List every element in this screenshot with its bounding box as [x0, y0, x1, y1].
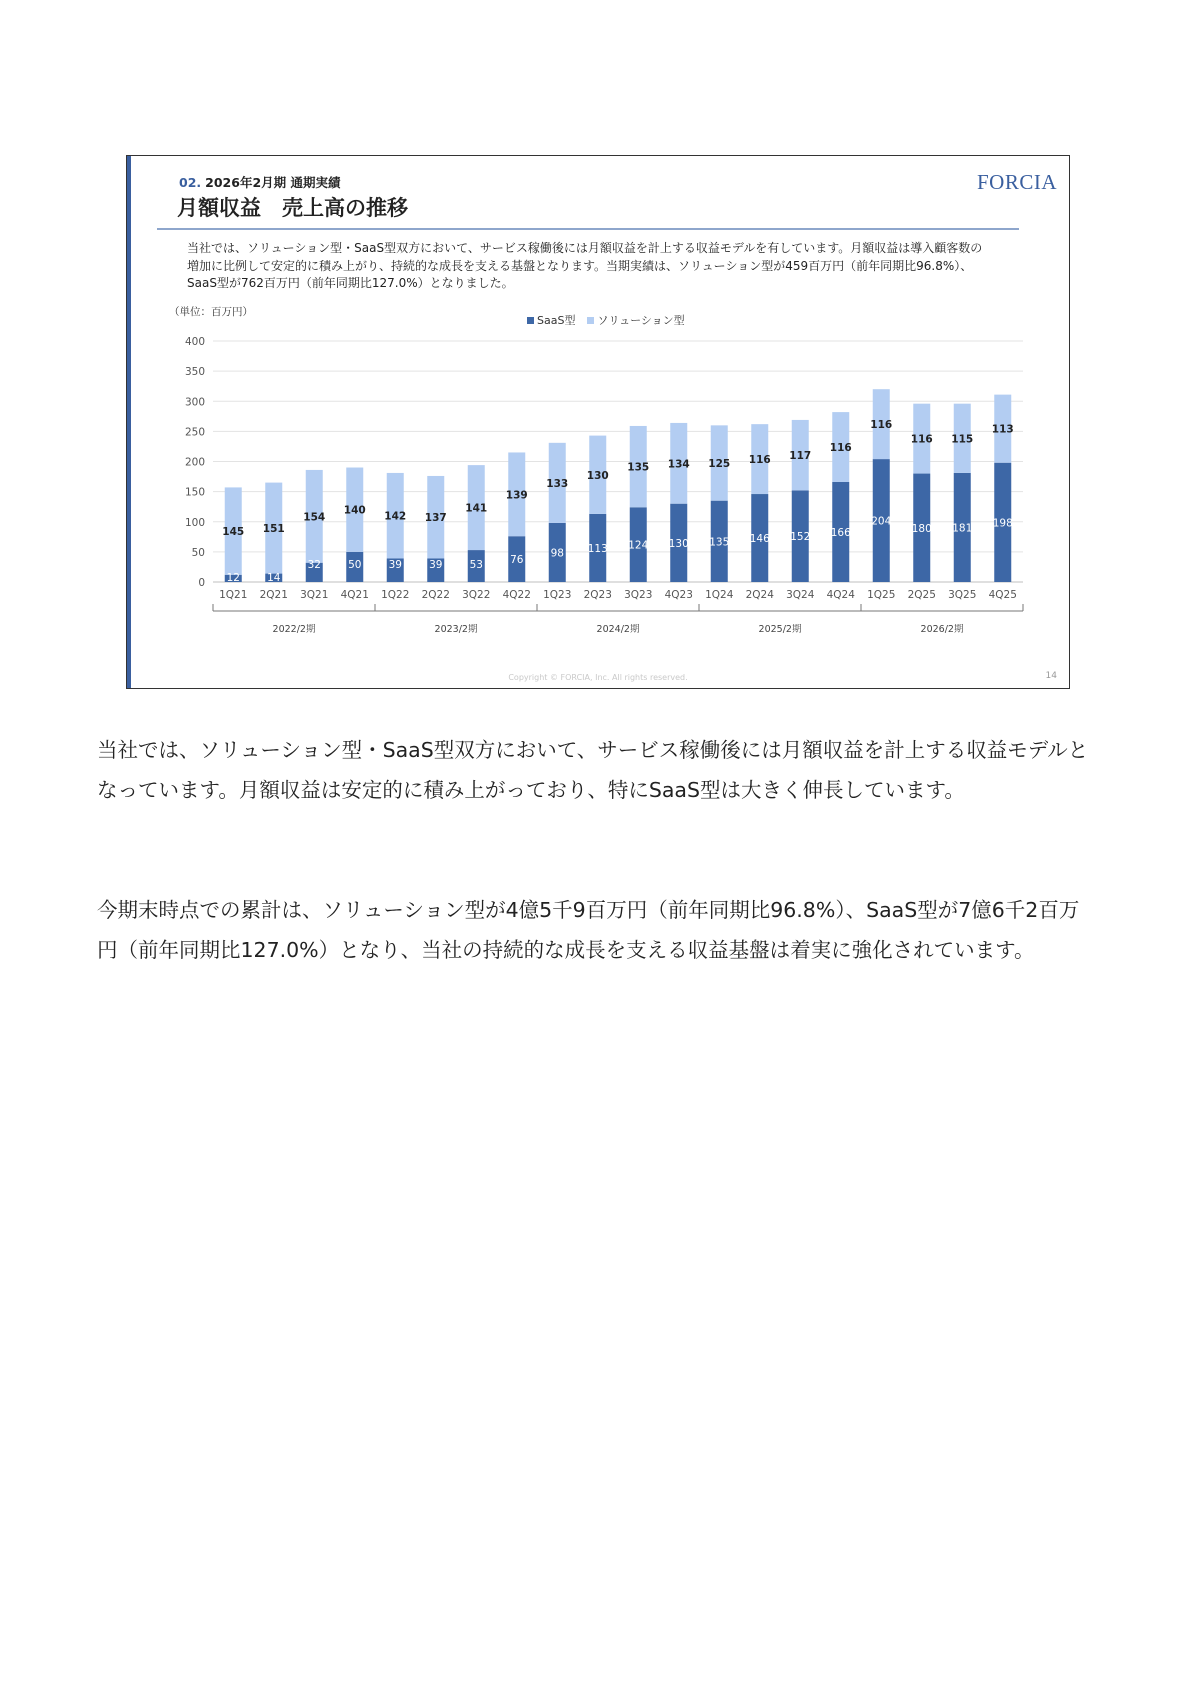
- y-tick-label: 400: [184, 336, 205, 348]
- data-label-saas: 146: [749, 533, 770, 546]
- x-tick-label: 2Q25: [907, 589, 936, 601]
- group-label: 2022/2期: [272, 624, 316, 635]
- x-tick-label: 4Q21: [340, 589, 369, 601]
- y-tick-label: 200: [184, 456, 205, 469]
- x-tick-label: 4Q24: [826, 589, 855, 601]
- data-label-solution: 113: [991, 423, 1014, 436]
- data-label-solution: 139: [505, 489, 528, 502]
- data-label-saas: 124: [628, 539, 649, 552]
- data-label-saas: 181: [952, 522, 973, 535]
- y-tick-label: 350: [184, 366, 205, 379]
- y-tick-label: 50: [191, 546, 205, 559]
- group-label: 2025/2期: [758, 624, 802, 635]
- x-tick-label: 4Q22: [502, 589, 531, 601]
- data-label-saas: 113: [587, 542, 608, 555]
- data-label-solution: 130: [586, 469, 609, 482]
- data-label-solution: 145: [222, 526, 245, 539]
- data-label-solution: 117: [789, 450, 812, 463]
- data-label-saas: 135: [709, 536, 730, 549]
- x-tick-label: 4Q23: [664, 589, 693, 601]
- slide-title: 月額収益 売上高の推移: [177, 196, 408, 220]
- group-label: 2024/2期: [596, 624, 640, 635]
- group-label: 2023/2期: [434, 624, 478, 635]
- data-label-saas: 14: [267, 572, 281, 584]
- y-tick-label: 250: [184, 426, 205, 439]
- data-label-saas: 166: [830, 526, 851, 539]
- x-tick-label: 3Q23: [624, 589, 653, 601]
- data-label-solution: 125: [708, 458, 731, 471]
- x-tick-label: 1Q22: [381, 589, 410, 601]
- unit-label: （単位：百万円）: [169, 306, 253, 318]
- stacked-bar-chart: [127, 156, 1068, 656]
- page-number: 14: [1045, 671, 1057, 681]
- body-paragraph-2: 今期末時点での累計は、ソリューション型が4億5千9百万円（前年同期比96.8%）、SaaS型が7億6千2百万円（前年同期比127.0%）となり、当社の持続的な成長を支える収益基盤は着実に強化されています。: [97, 898, 1080, 962]
- data-label-saas: 98: [550, 547, 564, 560]
- copyright-text: Copyright © FORCIA, Inc. All rights reserved.: [508, 673, 688, 682]
- data-label-solution: 137: [424, 512, 447, 525]
- data-label-solution: 115: [951, 433, 974, 446]
- legend-label-saas: SaaS型: [537, 314, 576, 327]
- data-label-solution: 116: [910, 433, 933, 446]
- data-label-saas: 50: [348, 559, 362, 571]
- y-tick-label: 300: [184, 396, 205, 409]
- data-label-solution: 116: [870, 419, 893, 432]
- data-label-saas: 152: [790, 531, 811, 544]
- y-tick-label: 150: [184, 486, 205, 499]
- data-label-saas: 180: [911, 522, 932, 535]
- section-title: 2026年2月期 通期実績: [205, 175, 341, 190]
- x-tick-label: 3Q22: [462, 589, 491, 601]
- forcia-logo: FORCIA: [976, 170, 1057, 194]
- y-tick-label: 0: [198, 577, 205, 589]
- x-tick-label: 2Q21: [259, 589, 288, 601]
- group-label: 2026/2期: [920, 624, 964, 635]
- data-label-saas: 39: [388, 559, 402, 571]
- x-tick-label: 2Q24: [745, 589, 774, 601]
- data-label-solution: 151: [262, 523, 285, 536]
- y-tick-label: 100: [184, 516, 205, 529]
- x-tick-label: 3Q21: [300, 589, 329, 601]
- x-tick-label: 1Q24: [705, 589, 734, 601]
- data-label-saas: 53: [469, 559, 483, 571]
- body-paragraph-1: 当社では、ソリューション型・SaaS型双方において、サービス稼働後には月額収益を計上する収益モデルとなっています。月額収益は安定的に積み上がっており、特にSaaS型は大きく伸長しています。: [97, 738, 1089, 802]
- legend-label-solution: ソリューション型: [597, 314, 685, 327]
- data-label-saas: 198: [992, 517, 1013, 530]
- x-tick-label: 2Q23: [583, 589, 612, 601]
- x-tick-label: 1Q25: [867, 589, 896, 601]
- data-label-saas: 130: [668, 537, 689, 550]
- data-label-solution: 116: [748, 454, 771, 467]
- data-label-solution: 141: [465, 502, 488, 515]
- x-tick-label: 2Q22: [421, 589, 450, 601]
- x-tick-label: 1Q21: [219, 589, 248, 601]
- data-label-solution: 140: [343, 504, 366, 517]
- slide-panel: [126, 155, 1070, 689]
- data-label-saas: 12: [226, 572, 240, 584]
- section-number: 02.: [179, 175, 202, 190]
- data-label-saas: 39: [429, 559, 443, 571]
- slide-description: 当社では、ソリューション型・SaaS型双方において、サービス稼働後には月額収益を計上する収益モデルを有しています。月額収益は導入顧客数の増加に比例して安定的に積み上がり、持続的な成長を支える基盤となります。当期実績は、ソリューション型が459百万円（前年同期比96.8%）、SaaS型が762百万円（前年同期比127.0%）となりました。: [187, 241, 983, 290]
- x-tick-label: 3Q24: [786, 589, 815, 601]
- x-tick-label: 1Q23: [543, 589, 572, 601]
- data-label-saas: 32: [307, 559, 321, 571]
- data-label-solution: 134: [667, 458, 690, 471]
- x-tick-label: 3Q25: [948, 589, 977, 601]
- data-label-solution: 135: [627, 461, 650, 474]
- data-label-solution: 142: [384, 510, 407, 523]
- x-tick-label: 4Q25: [988, 589, 1017, 601]
- data-label-saas: 204: [871, 515, 892, 528]
- data-label-solution: 133: [546, 477, 569, 490]
- data-label-solution: 116: [829, 442, 852, 455]
- data-label-saas: 76: [510, 554, 524, 567]
- data-label-solution: 154: [303, 511, 326, 524]
